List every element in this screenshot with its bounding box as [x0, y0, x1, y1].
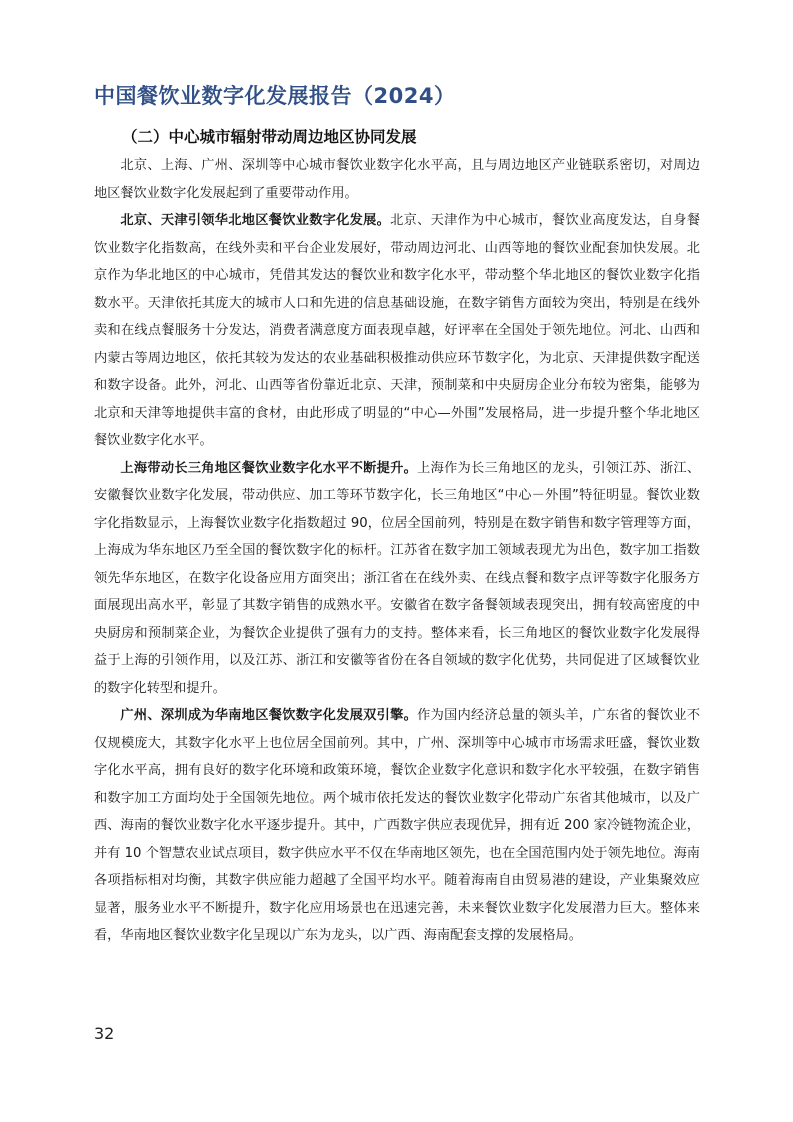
- paragraph-intro: [94, 152, 700, 207]
- section-heading: （二）中心城市辐射带动周边地区协同发展: [122, 128, 417, 146]
- paragraph-text: 北京、天津作为中心城市，餐饮业高度发达，自身餐饮业数字化指数高，在线外卖和平台企业发展好，带动周边河北、山西等地的餐饮业配套加快发展。北京作为华北地区的中心城市，凭借其发达的餐饮业和数字化水平，带动整个华北地区的餐饮业数字化指数水平。天津依托其庞大的城市人口和先进的信息基础设施，在数字销售方面较为突出，特别是在线外卖和在线点餐服务十分发达，消费者满意度方面表现卓越，好评率在全国处于领先地位。河北、山西和内蒙古等周边地区，依托其较为发达的农业基础积极推动供应环节数字化，为北京、天津提供数字配送和数字设备。此外，河北、山西等省份靠近北京、天津，预制菜和中央厨房企业分布较为密集，能够为北京和天津等地提供丰富的食材，由此形成了明显的“中心—外围”发展格局，进一步提升整个华北地区餐饮业数字化水平。: [94, 213, 701, 448]
- paragraph-lead: 上海带动长三角地区餐饮业数字化水平不断提升。: [120, 460, 418, 476]
- paragraph-text: 北京、上海、广州、深圳等中心城市餐饮业数字化水平高，且与周边地区产业链联系密切，对周边地区餐饮业数字化发展起到了重要带动作用。: [94, 158, 700, 201]
- paragraph-south-china: [94, 702, 700, 950]
- paragraph-north-china: [94, 207, 700, 455]
- paragraph-text: 作为国内经济总量的领头羊，广东省的餐饮业不仅规模庞大，其数字化水平上也位居全国前列。其中，广州、深圳等中心城市市场需求旺盛，餐饮业数字化水平高，拥有良好的数字化环境和政策环境，餐饮企业数字化意识和数字化水平较强，在数字销售和数字加工方面均处于全国领先地位。两个城市依托发达的餐饮业数字化带动广东省其他城市，以及广西、海南的餐饮业数字化水平逐步提升。其中，广西数字供应表现优异，拥有近 200 家冷链物流企业，并有 10 个智慧农业试点项目，数字供应水平不仅在华南地区领先，也在全国范围内处于领先地位。海南各项指标相对均衡，其数字供应能力超越了全国平均水平。随着海南自由贸易港的建设，产业集聚效应显著，服务业水平不断提升，数字化应用场景也在迅速完善，未来餐饮业数字化发展潜力巨大。整体来看，华南地区餐饮业数字化呈现以广东为龙头，以广西、海南配套支撑的发展格局。: [94, 708, 701, 943]
- report-title: 中国餐饮业数字化发展报告（2024）: [94, 84, 456, 108]
- body-text: [94, 152, 700, 950]
- paragraph-text: 上海作为长三角地区的龙头，引领江苏、浙江、安徽餐饮业数字化发展，带动供应、加工等环节数字化，长三角地区“中心－外围”特征明显。餐饮业数字化指数显示，上海餐饮业数字化指数超过 90，位居全国前列，特别是在数字销售和数字管理等方面，上海成为华东地区乃至全国的餐饮数字化的标杆。江苏省在数字加工领域表现尤为出色，数字加工指数领先华东地区，在数字化设备应用方面突出；浙江省在在线外卖、在线点餐和数字点评等数字化服务方面展现出高水平，彰显了其数字销售的成熟水平。安徽省在数字备餐领域表现突出，拥有较高密度的中央厨房和预制菜企业，为餐饮企业提供了强有力的支持。整体来看，长三角地区的餐饮业数字化发展得益于上海的引领作用，以及江苏、浙江和安徽等省份在各自领域的数字化优势，共同促进了区域餐饮业的数字化转型和提升。: [94, 460, 701, 696]
- paragraph-lead: 北京、天津引领华北地区餐饮业数字化发展。: [120, 213, 391, 228]
- page-number: 32: [94, 1024, 115, 1043]
- paragraph-yangtze-delta: [94, 455, 700, 703]
- paragraph-lead: 广州、深圳成为华南地区餐饮数字化发展双引擎。: [120, 708, 418, 723]
